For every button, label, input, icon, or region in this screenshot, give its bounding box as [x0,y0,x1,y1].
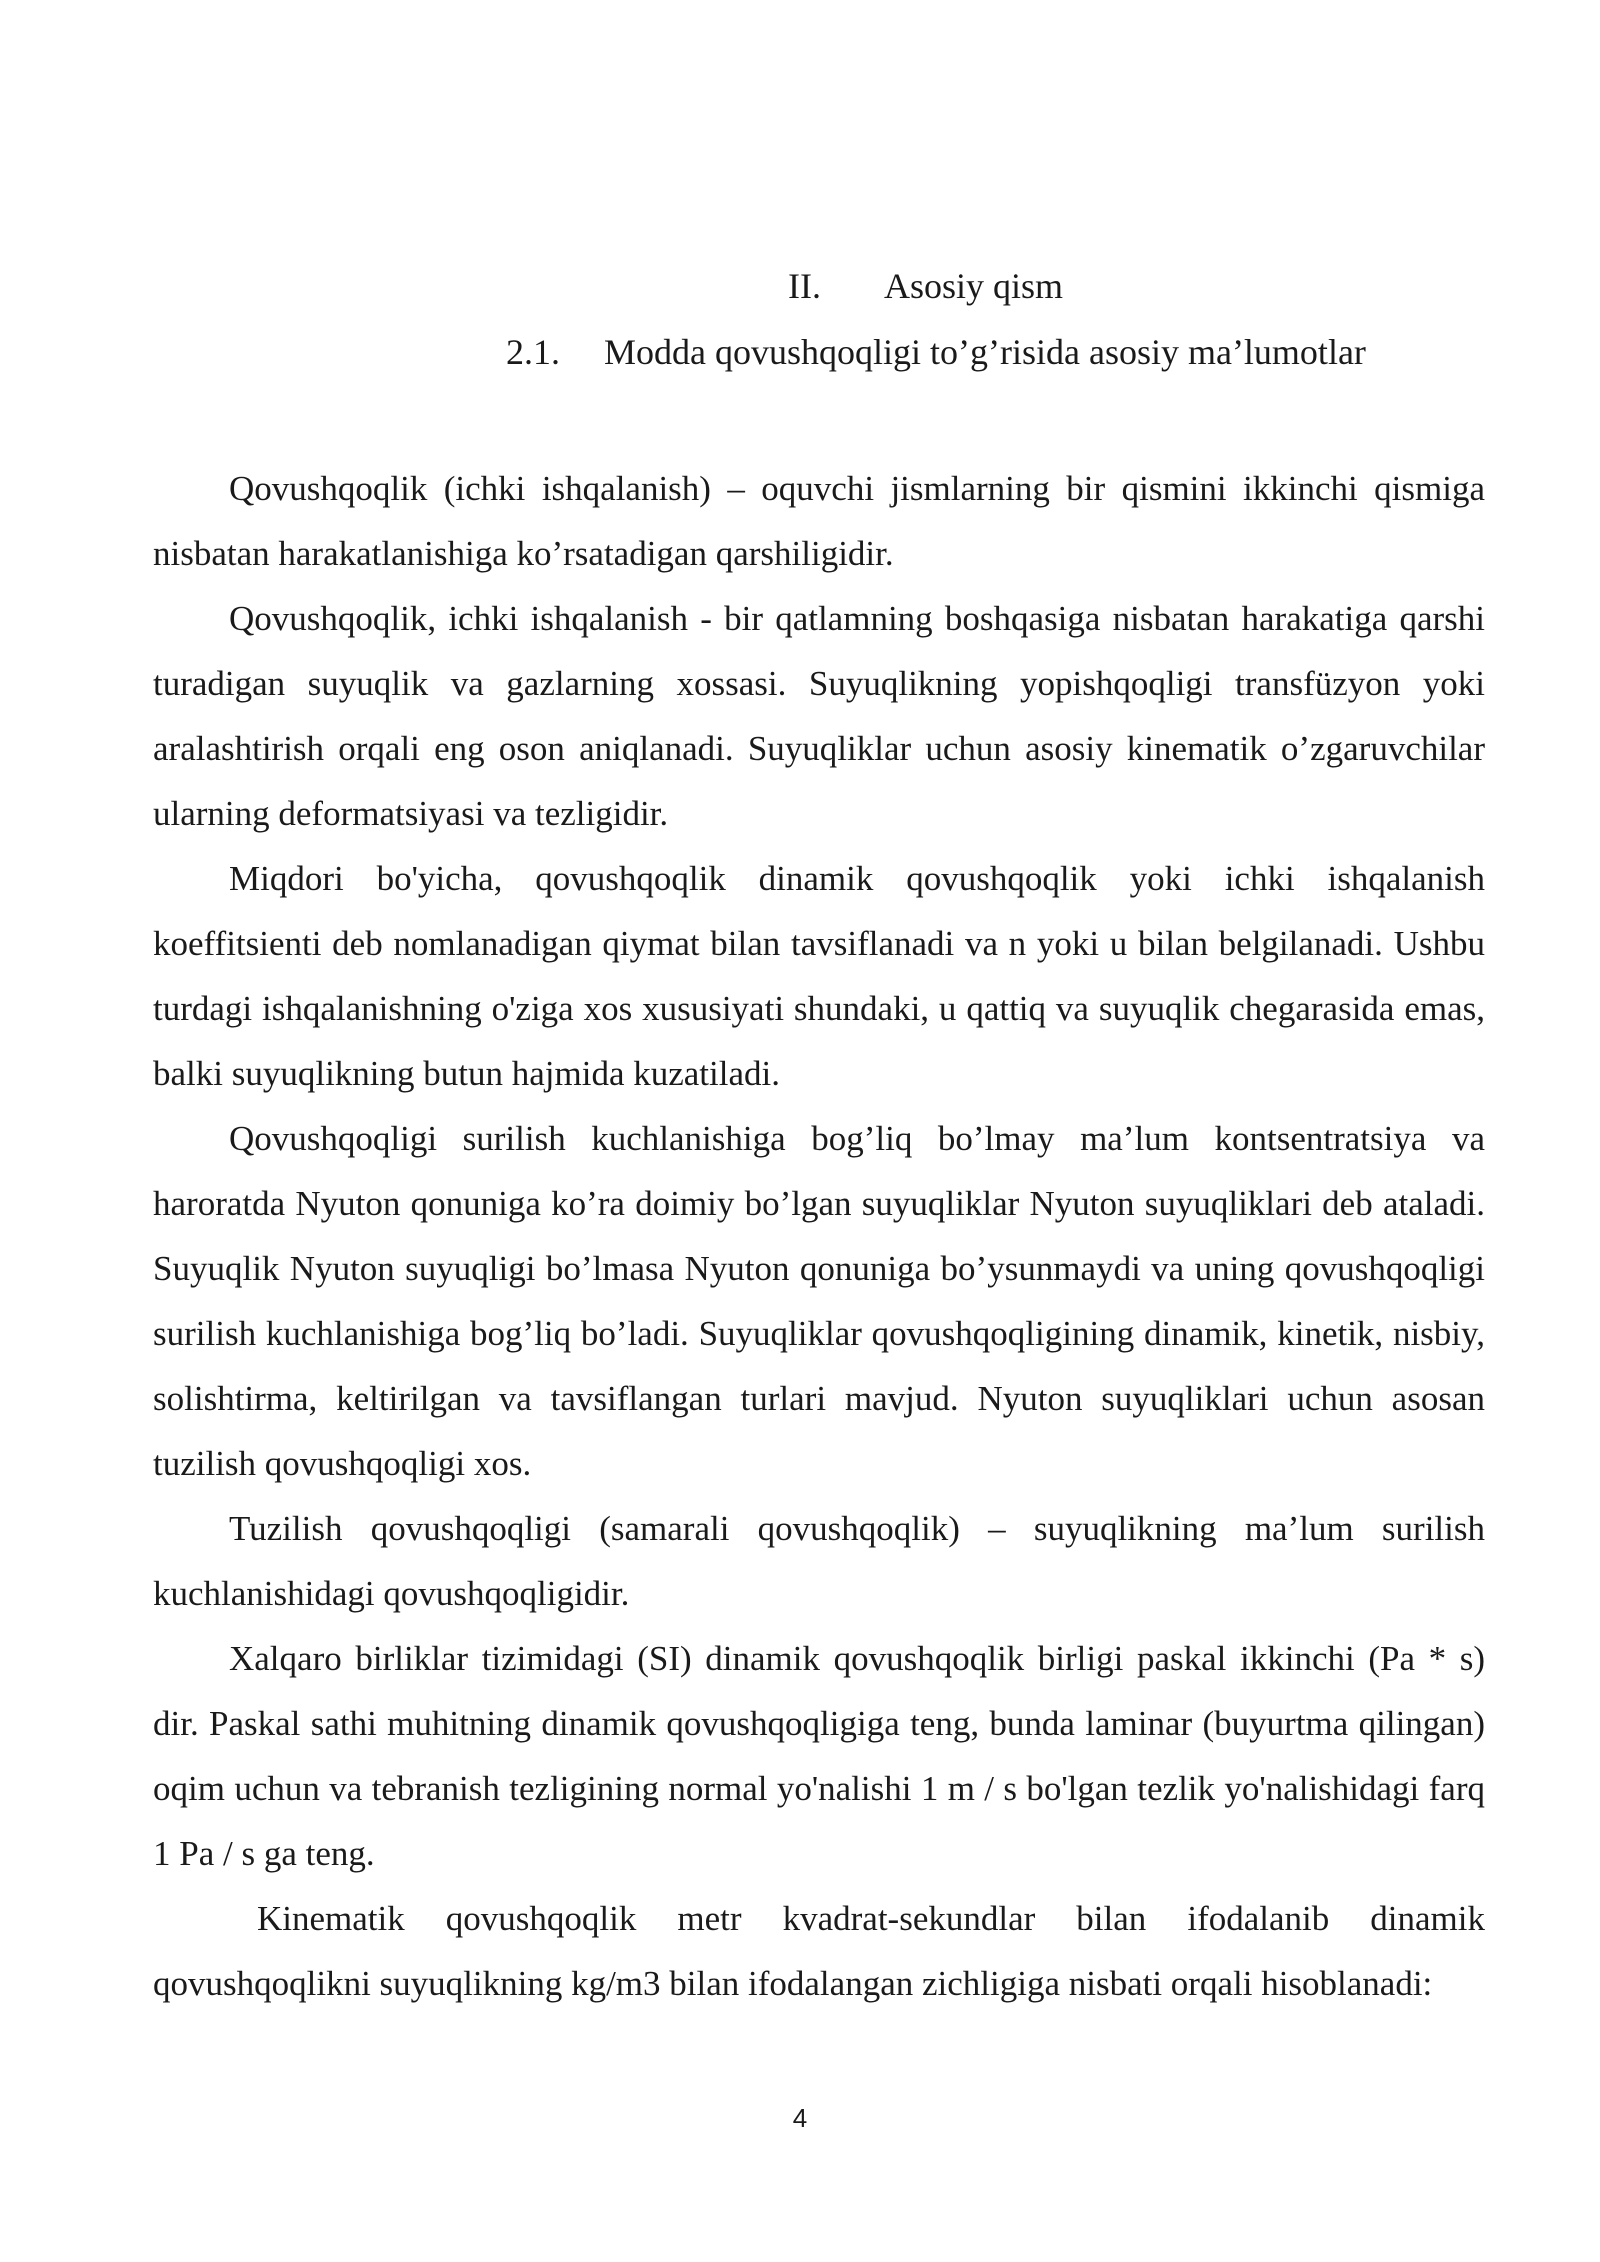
paragraph-si-unit: Xalqaro birliklar tizimidagi (SI) dinamik qovushqoqlik birligi paskal ikkinchi (Pa * s) dir. Paskal sathi muhitning dinamik qovushqoqligiga teng, bunda laminar (buyurtma qilingan) oqim uchun va tebranish tezligining normal yo'nalishi 1 m / s bo'lgan tezlik yo'nalishidagi farq 1 Pa / s ga teng. [153,1639,1485,1873]
section-heading [788,264,1063,308]
subsection-number: 2.1. [506,332,560,372]
paragraph-dynamic-viscosity: Miqdori bo'yicha, qovushqoqlik dinamik qovushqoqlik yoki ichki ishqalanish koeffitsienti deb nomlanadigan qiymat bilan tavsiflanadi va n yoki u bilan belgilanadi. Ushbu turdagi ishqalanishning o'ziga xos xususiyati shundaki, u qattiq va suyuqlik chegarasida emas, balki suyuqlikning butun hajmida kuzatiladi. [153,859,1485,1093]
subsection-heading [506,330,1366,374]
subsection-title: Modda qovushqoqligi to’g’risida asosiy ma’lumotlar [604,332,1366,372]
page-number: 4 [792,2103,808,2133]
paragraph-newtonian-fluids: Qovushqoqligi surilish kuchlanishiga bog’liq bo’lmay ma’lum kontsentratsiya va haroratda Nyuton qonuniga ko’ra doimiy bo’lgan suyuqliklar Nyuton suyuqliklari deb ataladi. Suyuqlik Nyuton suyuqligi bo’lmasa Nyuton qonuniga bo’ysunmaydi va uning qovushqoqligi surilish kuchlanishiga bog’liq bo’ladi. Suyuqliklar qovushqoqligining dinamik, kinetik, nisbiy, solishtirma, keltirilgan va tavsiflangan turlari mavjud. Nyuton suyuqliklari uchun asosan tuzilish qovushqoqligi xos. [153,1119,1485,1483]
paragraph-internal-friction: Qovushqoqlik, ichki ishqalanish - bir qatlamning boshqasiga nisbatan harakatiga qarshi turadigan suyuqlik va gazlarning xossasi. Suyuqlikning yopishqoqligi transfüzyon yoki aralashtirish orqali eng oson aniqlanadi. Suyuqliklar uchun asosiy kinematik o’zgaruvchilar ularning deformatsiyasi va tezligidir. [153,599,1485,833]
body-text [153,456,1485,2016]
section-title: Asosiy qism [884,266,1064,306]
paragraph-structural-viscosity: Tuzilish qovushqoqligi (samarali qovushqoqlik) – suyuqlikning ma’lum surilish kuchlanishidagi qovushqoqligidir. [153,1509,1485,1613]
section-number: II. [788,266,821,306]
paragraph-kinematic-viscosity: Kinematik qovushqoqlik metr kvadrat-sekundlar bilan ifodalanib dinamik qovushqoqlikni suyuqlikning kg/m3 bilan ifodalangan zichligiga nisbati orqali hisoblanadi: [153,1899,1485,2003]
paragraph-definition: Qovushqoqlik (ichki ishqalanish) – oquvchi jismlarning bir qismini ikkinchi qismiga nisbatan harakatlanishiga ko’rsatadigan qarshiligidir. [153,469,1485,573]
